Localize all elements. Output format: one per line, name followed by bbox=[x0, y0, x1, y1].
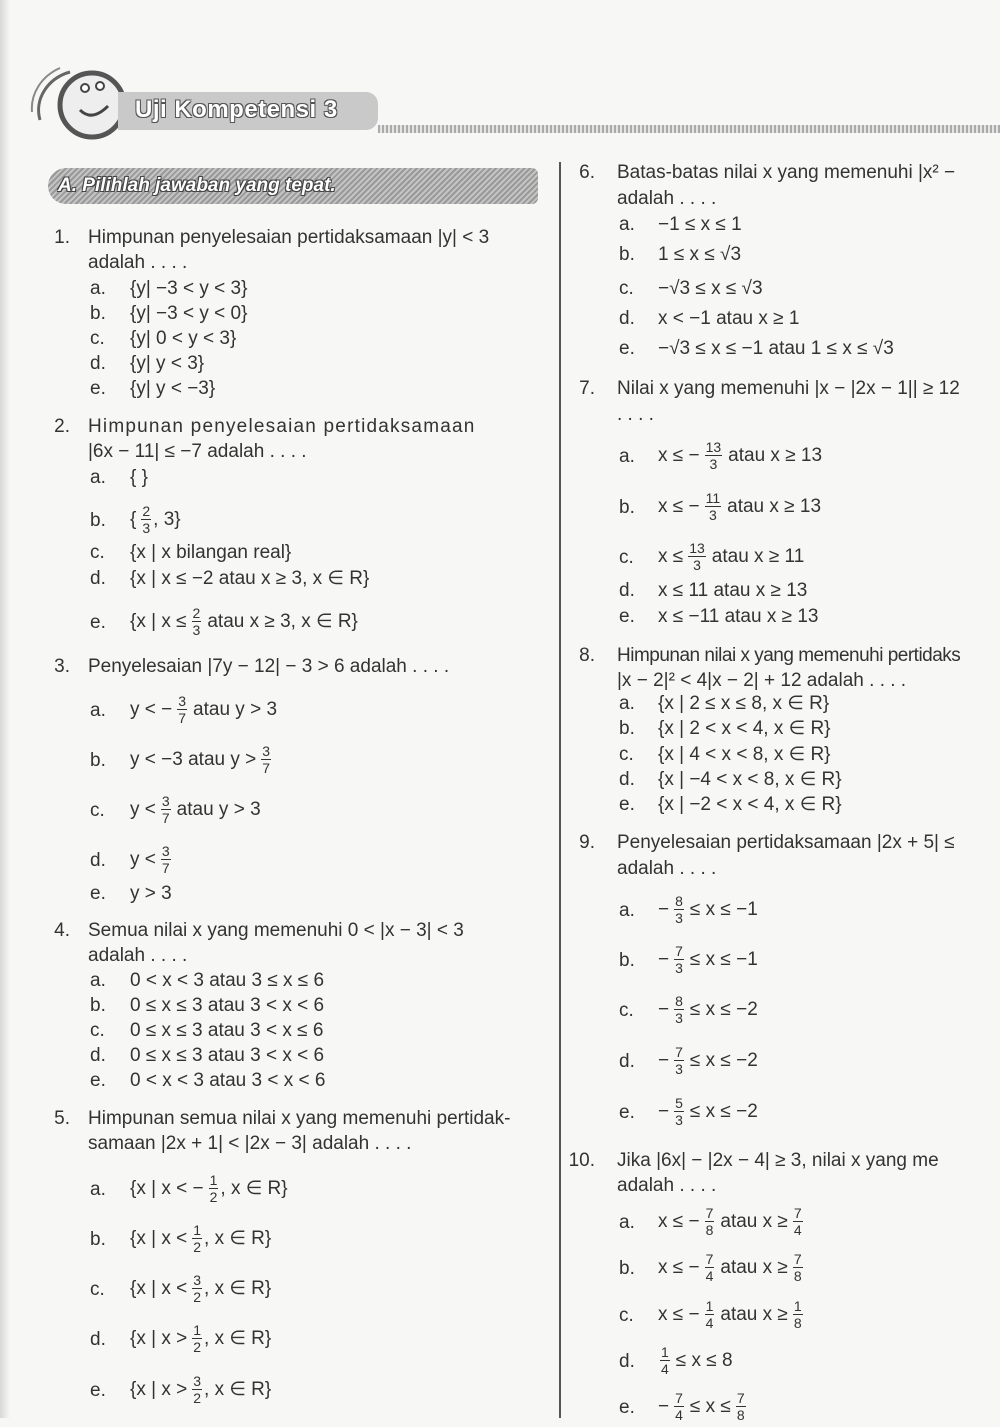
option-answer[interactable] bbox=[130, 301, 247, 326]
option-answer[interactable] bbox=[130, 1269, 274, 1309]
option-label: e. bbox=[90, 612, 106, 633]
option-answer[interactable] bbox=[658, 487, 824, 527]
fraction bbox=[705, 1298, 715, 1331]
fraction-denominator: 3 bbox=[675, 910, 683, 927]
question-number: 8. bbox=[579, 645, 595, 666]
fraction-denominator: 3 bbox=[192, 622, 201, 639]
question-text: |x − 2|² < 4|x − 2| + 12 adalah . . . . bbox=[617, 670, 907, 691]
fraction-denominator: 8 bbox=[736, 1407, 745, 1424]
option-text-post: atau y > 3 bbox=[193, 699, 278, 720]
option-text-post: , x ∈ R} bbox=[204, 1278, 272, 1299]
option-label: c. bbox=[619, 1305, 634, 1326]
fraction-numerator: 7 bbox=[705, 1205, 714, 1222]
option-text-pre: − bbox=[658, 1101, 670, 1122]
fraction-numerator: 7 bbox=[675, 943, 683, 960]
fraction-numerator: 7 bbox=[675, 1390, 683, 1407]
option-text: {x | x ≤ −2 atau x ≥ 3, x ∈ R} bbox=[130, 568, 370, 589]
option-label: d. bbox=[619, 308, 635, 329]
fraction-numerator: 3 bbox=[262, 743, 271, 760]
fraction-denominator: 7 bbox=[262, 760, 271, 777]
option-text-post: atau x ≥ 11 bbox=[711, 546, 805, 567]
option-label: b. bbox=[619, 950, 635, 971]
option-label: d. bbox=[90, 850, 106, 871]
option-answer[interactable] bbox=[658, 212, 742, 237]
option-text-pre: − bbox=[658, 1396, 670, 1417]
option-answer[interactable] bbox=[130, 376, 215, 401]
option-label: b. bbox=[90, 995, 106, 1016]
option-text: {x | 2 < x < 4, x ∈ R} bbox=[658, 718, 831, 739]
option-answer[interactable] bbox=[130, 602, 361, 642]
option-label: e. bbox=[619, 794, 635, 815]
column-divider bbox=[559, 162, 561, 1418]
option-answer[interactable] bbox=[658, 578, 807, 603]
option-text: {x | −2 < x < 4, x ∈ R} bbox=[658, 794, 842, 815]
option-text: x ≤ −11 atau x ≥ 13 bbox=[658, 606, 819, 627]
fraction-denominator: 8 bbox=[705, 1222, 714, 1239]
option-text-post: atau x ≥ 13 bbox=[728, 445, 823, 466]
option-answer[interactable] bbox=[130, 540, 291, 565]
option-label: b. bbox=[90, 750, 106, 771]
option-label: d. bbox=[619, 580, 635, 601]
option-answer[interactable] bbox=[130, 1319, 274, 1359]
fraction bbox=[674, 943, 684, 976]
option-text-pre: x ≤ bbox=[658, 546, 684, 567]
option-text: −1 ≤ x ≤ 1 bbox=[658, 214, 742, 235]
option-text-pre: x ≤ − bbox=[658, 1304, 700, 1325]
option-text: x < −1 atau x ≥ 1 bbox=[658, 308, 800, 329]
option-text-post: atau x ≥ 3, x ∈ R} bbox=[207, 611, 358, 632]
option-label: b. bbox=[90, 303, 106, 324]
question-number: 6. bbox=[579, 162, 595, 183]
option-answer[interactable] bbox=[130, 1043, 324, 1068]
fraction-numerator: 8 bbox=[675, 893, 683, 910]
fraction-numerator: 3 bbox=[161, 793, 170, 810]
fraction-denominator: 3 bbox=[708, 507, 717, 524]
fraction-numerator: 1 bbox=[661, 1344, 669, 1361]
option-text: {y| y < 3} bbox=[130, 353, 205, 374]
fraction bbox=[688, 540, 706, 573]
option-label: c. bbox=[619, 1000, 634, 1021]
fraction-denominator: 4 bbox=[675, 1407, 683, 1424]
option-answer[interactable] bbox=[658, 742, 831, 767]
option-text-post: atau x ≥ bbox=[720, 1304, 788, 1325]
fraction-denominator: 7 bbox=[178, 710, 187, 727]
fraction-numerator: 1 bbox=[705, 1298, 714, 1315]
option-answer[interactable] bbox=[658, 890, 761, 930]
option-label: b. bbox=[619, 1258, 635, 1279]
option-text: {x | 4 < x < 8, x ∈ R} bbox=[658, 744, 831, 765]
fraction-denominator: 2 bbox=[193, 1239, 202, 1256]
option-label: d. bbox=[619, 1351, 635, 1372]
option-answer[interactable] bbox=[658, 242, 741, 267]
fraction bbox=[674, 993, 684, 1026]
fraction bbox=[674, 893, 684, 926]
option-text-pre: { bbox=[130, 509, 137, 530]
fraction bbox=[705, 1205, 715, 1238]
fraction bbox=[705, 490, 722, 523]
option-text-post: , x ∈ R} bbox=[204, 1328, 272, 1349]
question-text: Himpunan penyelesaian pertidaksamaan |y| < 3 bbox=[88, 227, 490, 248]
option-text-post: ≤ x ≤ 8 bbox=[675, 1350, 733, 1371]
fraction-numerator: 8 bbox=[675, 993, 683, 1010]
fraction-denominator: 3 bbox=[675, 1112, 683, 1129]
fraction-denominator: 3 bbox=[142, 520, 151, 537]
question-number: 7. bbox=[579, 378, 595, 399]
option-label: d. bbox=[90, 353, 106, 374]
option-text: 0 ≤ x ≤ 3 atau 3 < x ≤ 6 bbox=[130, 1020, 324, 1041]
option-text-pre: {x | x > bbox=[130, 1328, 188, 1349]
fraction-numerator: 7 bbox=[793, 1251, 802, 1268]
option-text: 0 ≤ x ≤ 3 atau 3 < x < 6 bbox=[130, 995, 325, 1016]
fraction bbox=[161, 843, 171, 876]
fraction-numerator: 3 bbox=[193, 1272, 202, 1289]
option-label: a. bbox=[619, 1212, 635, 1233]
option-answer[interactable] bbox=[658, 1202, 805, 1242]
fraction bbox=[705, 439, 723, 472]
option-text-pre: {x | x ≤ bbox=[130, 611, 187, 632]
option-answer[interactable] bbox=[130, 881, 172, 906]
fraction-numerator: 7 bbox=[705, 1251, 714, 1268]
option-label: d. bbox=[90, 1045, 106, 1066]
question-text: adalah . . . . bbox=[617, 858, 717, 879]
fraction bbox=[209, 1172, 219, 1205]
question-text: Himpunan semua nilai x yang memenuhi pertidak- bbox=[88, 1108, 511, 1129]
option-answer[interactable] bbox=[658, 604, 818, 629]
question-number: 9. bbox=[579, 832, 595, 853]
option-answer[interactable] bbox=[130, 968, 324, 993]
fraction-numerator: 1 bbox=[793, 1298, 802, 1315]
option-label: b. bbox=[90, 1229, 106, 1250]
option-label: e. bbox=[90, 1070, 106, 1091]
question-text: adalah . . . . bbox=[617, 1175, 717, 1196]
option-text-pre: {x | x > bbox=[130, 1379, 188, 1400]
option-text: x ≤ 11 atau x ≥ 13 bbox=[658, 580, 808, 601]
option-text: 0 ≤ x ≤ 3 atau 3 < x < 6 bbox=[130, 1045, 325, 1066]
fraction-denominator: 7 bbox=[161, 860, 170, 877]
option-text: {x | −4 < x < 8, x ∈ R} bbox=[658, 769, 842, 790]
question-text: Penyelesaian pertidaksamaan |2x + 5| ≤ bbox=[617, 832, 955, 853]
option-text: 0 < x < 3 atau 3 ≤ x ≤ 6 bbox=[130, 970, 325, 991]
option-answer[interactable] bbox=[130, 690, 280, 730]
option-text-pre: − bbox=[658, 949, 670, 970]
option-text-post: atau x ≥ 13 bbox=[727, 496, 822, 517]
option-answer[interactable] bbox=[130, 1018, 323, 1043]
option-answer[interactable] bbox=[658, 1248, 805, 1288]
option-label: e. bbox=[619, 338, 635, 359]
option-text: y > 3 bbox=[130, 883, 172, 904]
option-label: e. bbox=[619, 606, 635, 627]
question-number: 1. bbox=[54, 227, 70, 248]
fraction bbox=[660, 1344, 670, 1377]
option-answer[interactable] bbox=[658, 1092, 761, 1132]
fraction bbox=[736, 1390, 746, 1423]
fraction-numerator: 1 bbox=[193, 1322, 202, 1339]
option-text-post: atau y > 3 bbox=[176, 799, 261, 820]
question-text: Jika |6x| − |2x − 4| ≥ 3, nilai x yang me bbox=[617, 1150, 939, 1171]
fraction bbox=[161, 793, 171, 826]
fraction-numerator: 1 bbox=[209, 1172, 218, 1189]
question-text: Penyelesaian |7y − 12| − 3 > 6 adalah . . . . bbox=[88, 656, 450, 677]
option-text-pre: y < − bbox=[130, 699, 173, 720]
option-text-pre: y < bbox=[130, 849, 156, 870]
question-text: Nilai x yang memenuhi |x − |2x − 1|| ≥ 12 bbox=[617, 378, 960, 399]
fraction bbox=[141, 503, 151, 536]
fraction bbox=[793, 1251, 803, 1284]
question-text: |6x − 11| ≤ −7 adalah . . . . bbox=[88, 441, 307, 462]
option-label: c. bbox=[619, 547, 634, 568]
option-text: {y| y < −3} bbox=[130, 378, 216, 399]
option-label: e. bbox=[90, 883, 106, 904]
fraction-numerator: 2 bbox=[192, 605, 201, 622]
option-text-pre: {x | x < − bbox=[130, 1178, 204, 1199]
fraction bbox=[177, 693, 187, 726]
option-answer[interactable] bbox=[658, 1341, 736, 1381]
fraction-numerator: 3 bbox=[161, 843, 170, 860]
option-label: a. bbox=[90, 970, 106, 991]
fraction-denominator: 4 bbox=[793, 1222, 802, 1239]
fraction-denominator: 3 bbox=[675, 1010, 683, 1027]
option-text-post: ≤ x ≤ −1 bbox=[689, 899, 758, 920]
option-label: a. bbox=[90, 700, 106, 721]
fraction-numerator: 1 bbox=[193, 1222, 202, 1239]
option-answer[interactable] bbox=[130, 840, 173, 880]
option-label: d. bbox=[90, 1329, 106, 1350]
option-label: b. bbox=[619, 244, 635, 265]
option-label: c. bbox=[90, 800, 105, 821]
option-text-pre: − bbox=[658, 1050, 670, 1071]
option-text-post: ≤ x ≤ −1 bbox=[689, 949, 758, 970]
option-text-pre: x ≤ − bbox=[658, 445, 700, 466]
question-text: . . . . bbox=[617, 404, 654, 425]
title-rule bbox=[378, 125, 1000, 133]
fraction-denominator: 4 bbox=[705, 1268, 714, 1285]
option-answer[interactable] bbox=[658, 792, 842, 817]
option-text: {y| −3 < y < 0} bbox=[130, 303, 248, 324]
option-answer[interactable] bbox=[130, 326, 236, 351]
option-text-post: , 3} bbox=[153, 509, 181, 530]
option-text-post: ≤ x ≤ bbox=[689, 1396, 731, 1417]
option-answer[interactable] bbox=[130, 351, 204, 376]
option-label: b. bbox=[90, 510, 106, 531]
fraction-denominator: 4 bbox=[661, 1361, 669, 1378]
option-label: d. bbox=[619, 1051, 635, 1072]
option-text-post: atau x ≥ bbox=[720, 1211, 788, 1232]
fraction-denominator: 7 bbox=[161, 810, 170, 827]
option-text-pre: x ≤ − bbox=[658, 1257, 700, 1278]
option-text-pre: x ≤ − bbox=[658, 496, 700, 517]
option-label: a. bbox=[619, 446, 635, 467]
option-text-post: ≤ x ≤ −2 bbox=[689, 999, 758, 1020]
fraction bbox=[192, 1322, 202, 1355]
question-number: 4. bbox=[54, 920, 70, 941]
option-text-post: atau x ≥ bbox=[720, 1257, 788, 1278]
fraction-denominator: 2 bbox=[193, 1289, 202, 1306]
option-answer[interactable] bbox=[130, 1068, 325, 1093]
option-label: c. bbox=[619, 744, 634, 765]
option-answer[interactable] bbox=[130, 1219, 274, 1259]
option-answer[interactable] bbox=[658, 691, 829, 716]
question-text: Batas-batas nilai x yang memenuhi |x² − bbox=[617, 162, 956, 183]
fraction-numerator: 13 bbox=[705, 439, 722, 456]
option-answer[interactable] bbox=[658, 716, 831, 741]
option-text: {x | 2 ≤ x ≤ 8, x ∈ R} bbox=[658, 693, 830, 714]
fraction-numerator: 3 bbox=[178, 693, 187, 710]
fraction bbox=[793, 1205, 803, 1238]
option-answer[interactable] bbox=[658, 990, 761, 1030]
option-label: a. bbox=[619, 900, 635, 921]
option-text: −√3 ≤ x ≤ −1 atau 1 ≤ x ≤ √3 bbox=[658, 338, 894, 359]
fraction-numerator: 7 bbox=[793, 1205, 802, 1222]
option-text-post: ≤ x ≤ −2 bbox=[689, 1101, 758, 1122]
option-answer[interactable] bbox=[658, 767, 842, 792]
option-label: e. bbox=[619, 1397, 635, 1418]
option-text-post: , x ∈ R} bbox=[204, 1379, 272, 1400]
option-answer[interactable] bbox=[130, 740, 273, 780]
option-text-post: ≤ x ≤ −2 bbox=[689, 1050, 758, 1071]
question-number: 2. bbox=[54, 416, 70, 437]
question-text: Himpunan nilai x yang memenuhi pertidaks bbox=[617, 645, 961, 666]
fraction-denominator: 3 bbox=[675, 960, 683, 977]
option-label: a. bbox=[90, 278, 106, 299]
fraction bbox=[793, 1298, 803, 1331]
option-answer[interactable] bbox=[130, 790, 264, 830]
option-text: {y| −3 < y < 3} bbox=[130, 278, 248, 299]
option-answer[interactable] bbox=[658, 336, 894, 361]
fraction bbox=[674, 1390, 684, 1423]
option-label: d. bbox=[90, 568, 106, 589]
option-label: a. bbox=[619, 693, 635, 714]
option-answer[interactable] bbox=[130, 500, 184, 540]
fraction-numerator: 13 bbox=[689, 540, 705, 557]
option-label: c. bbox=[90, 328, 105, 349]
fraction bbox=[192, 1373, 202, 1406]
option-text: {y| 0 < y < 3} bbox=[130, 328, 237, 349]
fraction-denominator: 8 bbox=[793, 1268, 802, 1285]
option-text: 0 < x < 3 atau 3 < x < 6 bbox=[130, 1070, 326, 1091]
fraction-denominator: 4 bbox=[705, 1315, 714, 1332]
option-text-pre: y < −3 atau y > bbox=[130, 749, 257, 770]
fraction bbox=[192, 605, 202, 638]
question-text: adalah . . . . bbox=[617, 188, 717, 209]
option-label: e. bbox=[90, 1380, 106, 1401]
option-answer[interactable] bbox=[658, 537, 807, 577]
fraction-denominator: 3 bbox=[675, 1061, 683, 1078]
fraction-numerator: 7 bbox=[675, 1044, 683, 1061]
option-text-pre: {x | x < bbox=[130, 1228, 188, 1249]
option-text: {x | x bilangan real} bbox=[130, 542, 292, 563]
page-title: Uji Kompetensi 3 bbox=[135, 96, 338, 123]
option-text-pre: x ≤ − bbox=[658, 1211, 700, 1232]
section-heading: A. Pilihlah jawaban yang tepat. bbox=[58, 175, 336, 196]
option-text-post: , x ∈ R} bbox=[204, 1228, 272, 1249]
fraction-numerator: 11 bbox=[705, 490, 721, 507]
fraction bbox=[192, 1272, 202, 1305]
fraction-numerator: 2 bbox=[142, 503, 151, 520]
option-label: a. bbox=[90, 467, 106, 488]
option-text-pre: − bbox=[658, 999, 670, 1020]
option-answer[interactable] bbox=[130, 1169, 291, 1209]
option-text: −√3 ≤ x ≤ √3 bbox=[658, 278, 763, 299]
option-label: d. bbox=[619, 769, 635, 790]
fraction bbox=[192, 1222, 202, 1255]
option-text-pre: − bbox=[658, 899, 670, 920]
option-text-post: , x ∈ R} bbox=[220, 1178, 288, 1199]
fraction-numerator: 3 bbox=[193, 1373, 202, 1390]
fraction-denominator: 2 bbox=[209, 1189, 218, 1206]
option-text: { } bbox=[130, 467, 148, 488]
option-label: c. bbox=[90, 1279, 105, 1300]
option-answer[interactable] bbox=[130, 276, 247, 301]
fraction-denominator: 3 bbox=[693, 557, 701, 574]
fraction-denominator: 2 bbox=[193, 1390, 202, 1407]
fraction bbox=[674, 1044, 684, 1077]
option-label: c. bbox=[619, 278, 634, 299]
question-text: Semua nilai x yang memenuhi 0 < |x − 3| < 3 bbox=[88, 920, 464, 941]
fraction-denominator: 2 bbox=[193, 1339, 202, 1356]
option-label: c. bbox=[90, 1020, 105, 1041]
fraction-denominator: 3 bbox=[709, 456, 718, 473]
fraction bbox=[705, 1251, 715, 1284]
option-answer[interactable] bbox=[658, 940, 761, 980]
option-answer[interactable] bbox=[130, 1370, 274, 1410]
fraction bbox=[261, 743, 271, 776]
option-text-pre: y < bbox=[130, 799, 156, 820]
question-text: samaan |2x + 1| < |2x − 3| adalah . . . . bbox=[88, 1133, 412, 1154]
option-label: a. bbox=[619, 214, 635, 235]
option-label: e. bbox=[90, 378, 106, 399]
question-number: 3. bbox=[54, 656, 70, 677]
option-answer[interactable] bbox=[658, 436, 825, 476]
fraction-numerator: 7 bbox=[736, 1390, 745, 1407]
option-text: 1 ≤ x ≤ √3 bbox=[658, 244, 742, 265]
option-label: b. bbox=[619, 497, 635, 518]
question-text: adalah . . . . bbox=[88, 252, 188, 273]
option-label: c. bbox=[90, 542, 105, 563]
scan-edge-shadow bbox=[0, 0, 10, 1418]
option-answer[interactable] bbox=[130, 566, 369, 591]
fraction-numerator: 5 bbox=[675, 1095, 683, 1112]
option-label: e. bbox=[619, 1102, 635, 1123]
option-answer[interactable] bbox=[658, 1041, 761, 1081]
option-answer[interactable] bbox=[658, 276, 763, 301]
option-answer[interactable] bbox=[130, 993, 324, 1018]
fraction bbox=[674, 1095, 684, 1128]
question-text: adalah . . . . bbox=[88, 945, 188, 966]
fraction-denominator: 8 bbox=[793, 1315, 802, 1332]
question-number: 10. bbox=[568, 1150, 595, 1171]
option-label: b. bbox=[619, 718, 635, 739]
option-label: a. bbox=[90, 1179, 106, 1200]
option-answer[interactable] bbox=[658, 1295, 805, 1335]
option-answer[interactable] bbox=[130, 465, 148, 490]
option-answer[interactable] bbox=[658, 306, 799, 331]
option-answer[interactable] bbox=[658, 1387, 748, 1427]
question-text: Himpunan penyelesaian pertidaksamaan bbox=[88, 416, 476, 437]
question-number: 5. bbox=[54, 1108, 70, 1129]
option-text-pre: {x | x < bbox=[130, 1278, 188, 1299]
